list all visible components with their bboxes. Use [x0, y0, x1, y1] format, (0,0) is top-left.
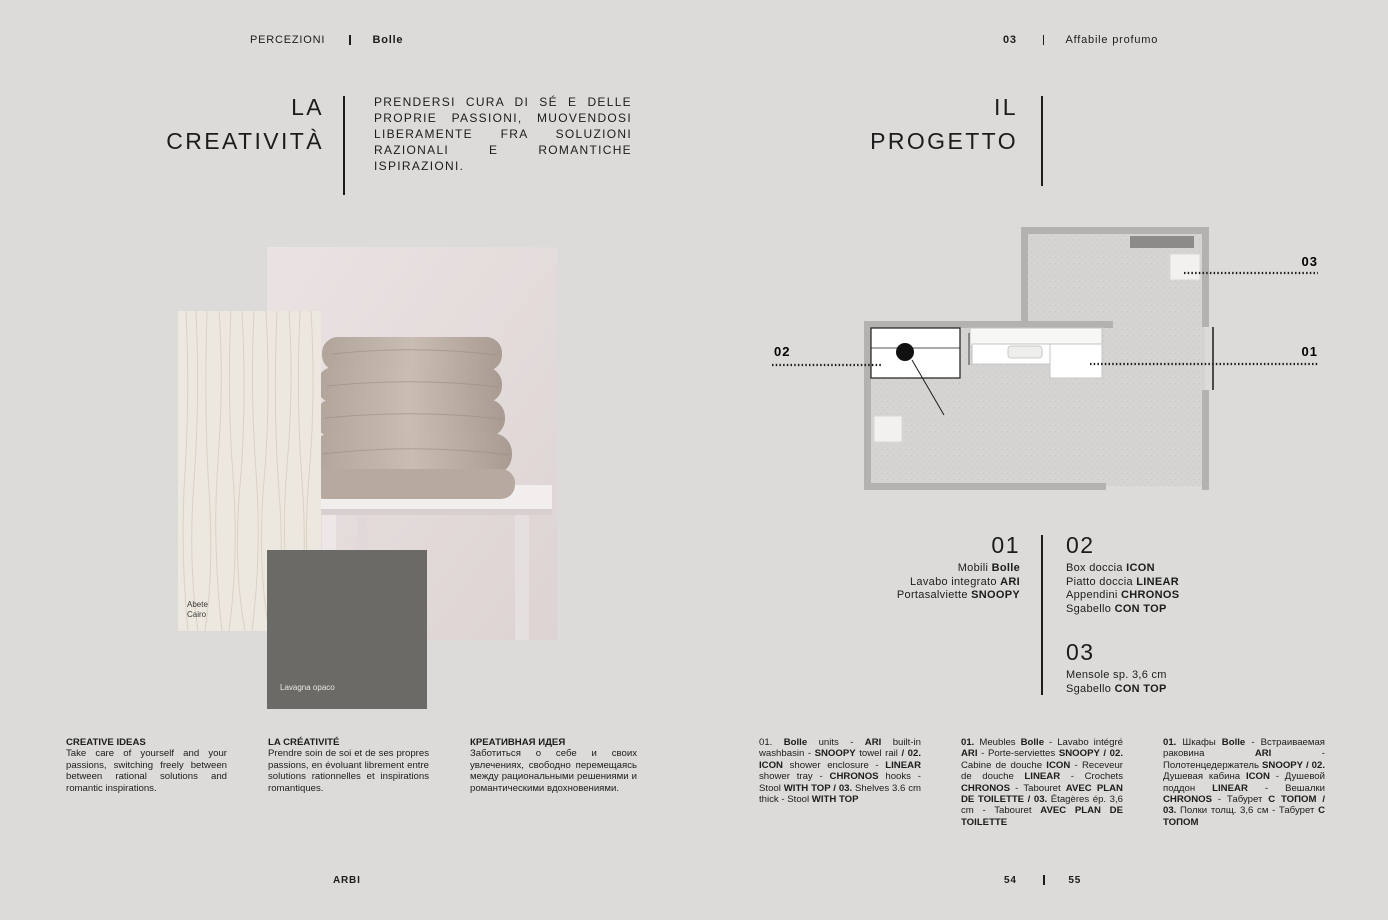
legend-item-text: Sgabello [1066, 682, 1112, 695]
right-title-line2: PROGETTO [870, 128, 1018, 154]
legend-item [1066, 683, 1266, 697]
translation-run: / 02. ICON [759, 748, 922, 771]
translation-run: LINEAR [1212, 782, 1248, 794]
translation-run: - Встраиваемая раковина [1163, 737, 1325, 760]
legend-item-model: Bolle [991, 562, 1020, 574]
translation-run: CHRONOS [961, 782, 1011, 794]
translation-run: 01. [759, 737, 784, 748]
legend-item [1066, 589, 1266, 603]
header-separator [349, 35, 351, 45]
legend-item-text: Mensole sp. 3,6 cm [1066, 669, 1167, 681]
intro-text: PRENDERSI CURA DI SÉ E DELLE PROPRIE PASSIONI, MUOVENDOSI LIBERAMENTE FRA SOLUZIONI RAZIONALI E ROMANTICHE ISPIRAZIONI. [374, 95, 632, 173]
translation-run: Bolle [1221, 737, 1246, 748]
right-title-line1: IL [994, 94, 1018, 120]
header-collection: Bolle [372, 34, 404, 46]
legend-item-model: SNOOPY [971, 589, 1020, 601]
legend-number: 03 [1066, 639, 1095, 665]
description-en [66, 737, 227, 794]
legend-item [1066, 562, 1266, 576]
header-left [250, 34, 403, 46]
legend-item-model: ICON [1126, 562, 1155, 574]
translation-run: WITH TOP [811, 794, 859, 806]
translation-run: - Tabouret [1010, 782, 1066, 794]
page-number-right: 55 [1068, 875, 1082, 886]
translation-run: - Полотенцедержатель [1163, 748, 1325, 771]
translation-run: Полки толщ. 3,6 см - Табурет [1176, 805, 1319, 817]
translation-run: ICON [1245, 771, 1270, 783]
legend-item-model: LINEAR [1136, 575, 1179, 588]
footer-separator [1043, 875, 1045, 885]
translation-run: - Lavabo intégré [1044, 737, 1124, 748]
translation-run: - Вешалки [1247, 782, 1325, 794]
header-number: 03 [1003, 34, 1017, 46]
translation-run: shower tray - [759, 771, 830, 783]
translation-run: - Receveur de douche [961, 759, 1124, 783]
right-page-title [870, 90, 1018, 158]
legend-list [1066, 562, 1266, 616]
translation-run: - Crochets [1060, 771, 1123, 783]
translation-run: SNOOPY / 02. [1058, 748, 1123, 760]
left-title-line1: LA [291, 94, 324, 120]
legend-number: 02 [1066, 532, 1095, 558]
wood-swatch-label-line1: Abete [187, 600, 208, 609]
floor-plan [760, 220, 1330, 500]
legend-item-text: Box doccia [1066, 562, 1123, 574]
title-divider [1041, 96, 1043, 186]
translation-run: towel rail [855, 748, 902, 760]
legend-list [1066, 669, 1266, 696]
description-text: Prendre soin de soi et de ses propres passions, en évoluant librement entre solutions rationnelles et inspirations romantiques. [268, 748, 429, 794]
description-title: КРЕАТИВНАЯ ИДЕЯ [470, 737, 566, 748]
translation-run: units - [807, 737, 865, 748]
translation-run: - Табурет [1212, 794, 1269, 806]
translation-run: ARI [961, 748, 978, 760]
translation-run: CHRONOS [829, 771, 879, 783]
translation-run: Шкафы [1176, 737, 1222, 748]
legend-item [860, 562, 1020, 576]
legend-item-model: ARI [1000, 575, 1020, 588]
left-page-title [166, 90, 324, 158]
legend-item [860, 576, 1020, 590]
legend-group-01 [860, 532, 1020, 603]
translation-run: WITH TOP / 03. [783, 782, 853, 794]
translation-run: Душевая кабина [1163, 771, 1246, 783]
translation-run: ICON [1046, 759, 1071, 771]
header-subtitle: Affabile profumo [1065, 34, 1159, 46]
translation-run: - Porte-serviettes [977, 748, 1059, 760]
legend-item [860, 589, 1020, 603]
wood-swatch-label-line2: Cairo [187, 610, 207, 619]
translation-run: С ТОПОМ [1163, 805, 1325, 828]
translation-run: AVEC PLAN DE TOILETTE [961, 805, 1124, 828]
legend-group-03 [1066, 639, 1266, 696]
translation-run: Shelves 3.6 cm thick - Stool [759, 782, 921, 806]
translation-ru [1163, 737, 1325, 828]
header-right [1003, 34, 1158, 46]
header-section: PERCEZIONI [250, 34, 326, 46]
translation-run: SNOOPY / 02. [1262, 759, 1325, 771]
translation-run: LINEAR [885, 759, 921, 771]
description-fr [268, 737, 429, 794]
plan-label-01: 01 [1301, 344, 1318, 359]
left-title-line2: CREATIVITÀ [166, 128, 324, 154]
legend-item-model: CON TOP [1114, 682, 1167, 695]
footer-brand: ARBI [333, 875, 361, 886]
translation-run: 01. [961, 737, 975, 748]
description-title: CREATIVE IDEAS [66, 737, 146, 748]
translation-run: ARI [1254, 748, 1272, 760]
page-number-left: 54 [1004, 875, 1017, 886]
legend-item-text: Piatto doccia [1066, 575, 1133, 588]
title-divider [343, 96, 345, 195]
description-ru [470, 737, 637, 794]
translation-run: Étagères ép. 3,6 cm - Tabouret [961, 794, 1123, 817]
legend-item-text: Mobili [957, 562, 989, 574]
translation-run: 01. [1163, 737, 1177, 748]
legend-item-text: Appendini [1066, 589, 1118, 601]
footer-pages [1004, 875, 1081, 886]
translation-run: shower enclosure - [782, 759, 886, 771]
plan-label-02: 02 [774, 344, 791, 359]
translation-run: AVEC PLAN DE TOILETTE / 03. [961, 782, 1123, 806]
translation-run: LINEAR [1024, 771, 1061, 783]
translation-run: Bolle [1020, 737, 1045, 748]
translation-run: CHRONOS [1163, 794, 1213, 806]
legend-item-text: Sgabello [1066, 602, 1112, 615]
description-text: Take care of yourself and your passions, switching freely between between rational solutions and romantic inspirations. [66, 748, 227, 794]
translation-fr [961, 737, 1123, 828]
header-separator [1043, 35, 1045, 45]
translation-run: - Душевой поддон [1163, 771, 1326, 794]
plan-label-03: 03 [1301, 254, 1318, 269]
legend-item [1066, 576, 1266, 590]
legend-number: 01 [991, 532, 1020, 558]
legend-item-text: Portasalviette [896, 589, 968, 601]
translation-run: hooks - Stool [759, 771, 921, 794]
slate-swatch [267, 550, 427, 709]
translation-run: Meubles [974, 737, 1021, 748]
translation-run: Bolle [783, 737, 808, 748]
legend-item [1066, 669, 1266, 683]
description-text: Заботиться о себе и своих увлечениях, свободно перемещаясь между рациональными решениями и романтическими вдохновениями. [470, 748, 637, 794]
legend-list [860, 562, 1020, 603]
slate-swatch-label: Lavagna opaco [280, 683, 335, 692]
legend-item-model: CON TOP [1114, 602, 1167, 615]
translation-run: ARI [864, 737, 882, 748]
translation-run: С ТОПОМ / 03. [1163, 794, 1326, 817]
legend-divider [1041, 535, 1043, 695]
description-title: LA CRÉATIVITÉ [268, 737, 340, 748]
legend-group-02 [1066, 532, 1266, 616]
legend-item [1066, 603, 1266, 617]
legend-item-model: CHRONOS [1121, 589, 1180, 601]
translation-run: Cabine de douche [961, 759, 1047, 771]
translation-run: built-in washbasin - [759, 737, 921, 760]
translation-en [759, 737, 921, 805]
legend-item-text: Lavabo integrato [910, 575, 997, 588]
translation-run: SNOOPY [814, 748, 856, 760]
wood-swatch-label [187, 600, 208, 620]
